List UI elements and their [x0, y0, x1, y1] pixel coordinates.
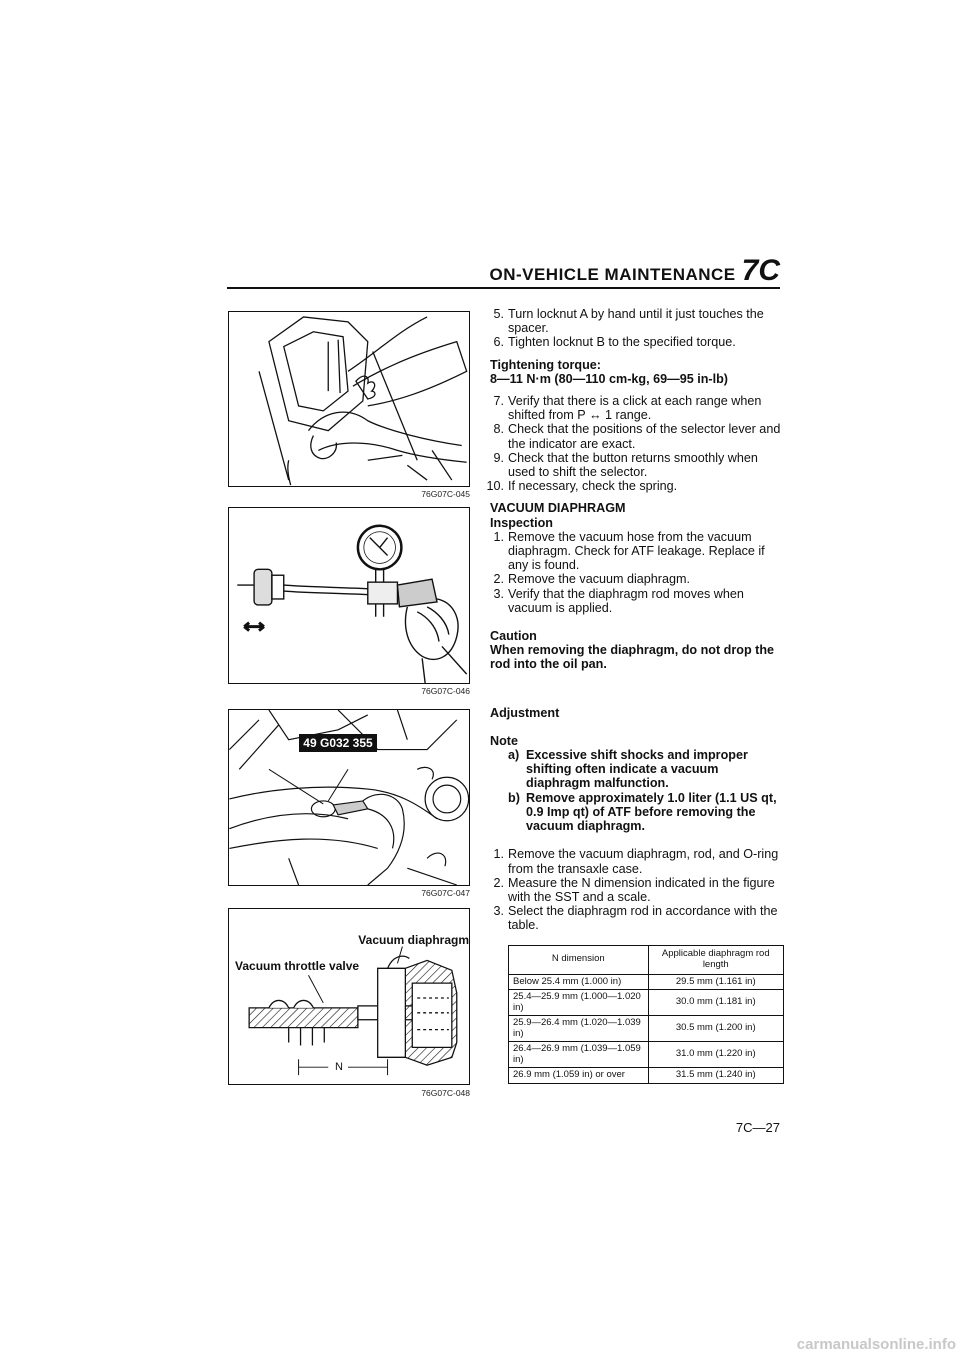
label-vacuum-throttle-valve: Vacuum throttle valve — [235, 959, 360, 973]
text-column — [486, 307, 782, 1084]
table-row: 26.9 mm (1.059 in) or over 31.5 mm (1.240 in) — [509, 1068, 784, 1084]
vacuum-pump-drawing — [229, 508, 469, 683]
caution-label: Caution — [490, 629, 537, 644]
figure-selector-adjustment — [228, 311, 470, 487]
table-header: N dimension — [509, 945, 649, 974]
figure-sst-measurement — [228, 709, 470, 886]
figure-code: 76G07C-048 — [421, 1088, 470, 1098]
selector-adjustment-drawing — [229, 312, 469, 486]
table-row: 25.9—26.4 mm (1.020—1.039 in) 30.5 mm (1.200 in) — [509, 1016, 784, 1042]
list-item: 1. Remove the vacuum diaphragm, rod, and O-ring from the transaxle case. — [493, 847, 779, 876]
subsection-adjustment: Adjustment — [490, 705, 560, 720]
note-label: Note — [490, 733, 518, 748]
header-rule — [227, 287, 780, 289]
watermark: carmanualsonline.info — [796, 1336, 956, 1353]
note-item: b) Remove approximately 1.0 liter (1.1 US qt, 0.9 Imp qt) of ATF before removing the vacuum diaphragm. — [508, 790, 777, 834]
figure-code: 76G07C-046 — [421, 686, 470, 696]
list-item: 9. Check that the button returns smoothly when used to shift the selector. — [493, 450, 758, 480]
header-title: ON-VEHICLE MAINTENANCE — [489, 265, 736, 284]
figure-code: 76G07C-047 — [421, 888, 470, 898]
list-item: 10. If necessary, check the spring. — [486, 479, 678, 494]
page-number: 7C—27 — [735, 1120, 780, 1135]
table-header: Applicable diaphragm rod length — [648, 945, 783, 974]
list-item: 1. Remove the vacuum hose from the vacuum diaphragm. Check for ATF leakage. Replace if any is found. — [493, 529, 765, 573]
list-item: 5. Turn locknut A by hand until it just touches the spacer. — [493, 307, 764, 336]
tool-number-label: 49 G032 355 — [299, 734, 377, 752]
figure-vacuum-pump — [228, 507, 470, 684]
note-item: a) Excessive shift shocks and improper shifting often indicate a vacuum diaphragm malfunction. — [508, 748, 748, 791]
label-n-dimension: N — [335, 1061, 343, 1073]
list-item: 6. Tighten locknut B to the specified torque. — [493, 335, 736, 350]
list-item: 7. Verify that there is a click at each range when shifted from P ↔ 1 range. — [493, 394, 762, 423]
table-row: 26.4—26.9 mm (1.039—1.059 in) 31.0 mm (1.220 in) — [509, 1042, 784, 1068]
caution-text: When removing the diaphragm, do not drop the rod into the oil pan. — [490, 643, 775, 672]
figure-diaphragm-section — [228, 908, 470, 1085]
list-item: 2. Measure the N dimension indicated in the figure with the SST and a scale. — [493, 875, 775, 904]
diaphragm-rod-table — [508, 945, 784, 1084]
list-item: 3. Select the diaphragm rod in accordance with the table. — [493, 904, 778, 933]
header-section: 7C — [741, 254, 780, 287]
list-item: 8. Check that the positions of the selector lever and the indicator are exact. — [493, 422, 781, 451]
table-row: Below 25.4 mm (1.000 in) 29.5 mm (1.161 in) — [509, 974, 784, 990]
torque-value: 8—11 N·m (80—110 cm-kg, 69—95 in-lb) — [490, 371, 728, 386]
subsection-inspection: Inspection — [490, 515, 553, 530]
figure-code: 76G07C-045 — [421, 489, 470, 499]
section-title: VACUUM DIAPHRAGM — [490, 501, 626, 516]
table-header-row — [509, 945, 784, 974]
list-item: 2. Remove the vacuum diaphragm. — [493, 572, 691, 587]
page-header — [480, 254, 780, 288]
list-item: 3. Verify that the diaphragm rod moves when vacuum is applied. — [493, 586, 744, 615]
table-row: 25.4—25.9 mm (1.000—1.020 in) 30.0 mm (1.181 in) — [509, 990, 784, 1016]
torque-label: Tightening torque: — [490, 357, 601, 372]
label-vacuum-diaphragm: Vacuum diaphragm — [358, 933, 469, 947]
